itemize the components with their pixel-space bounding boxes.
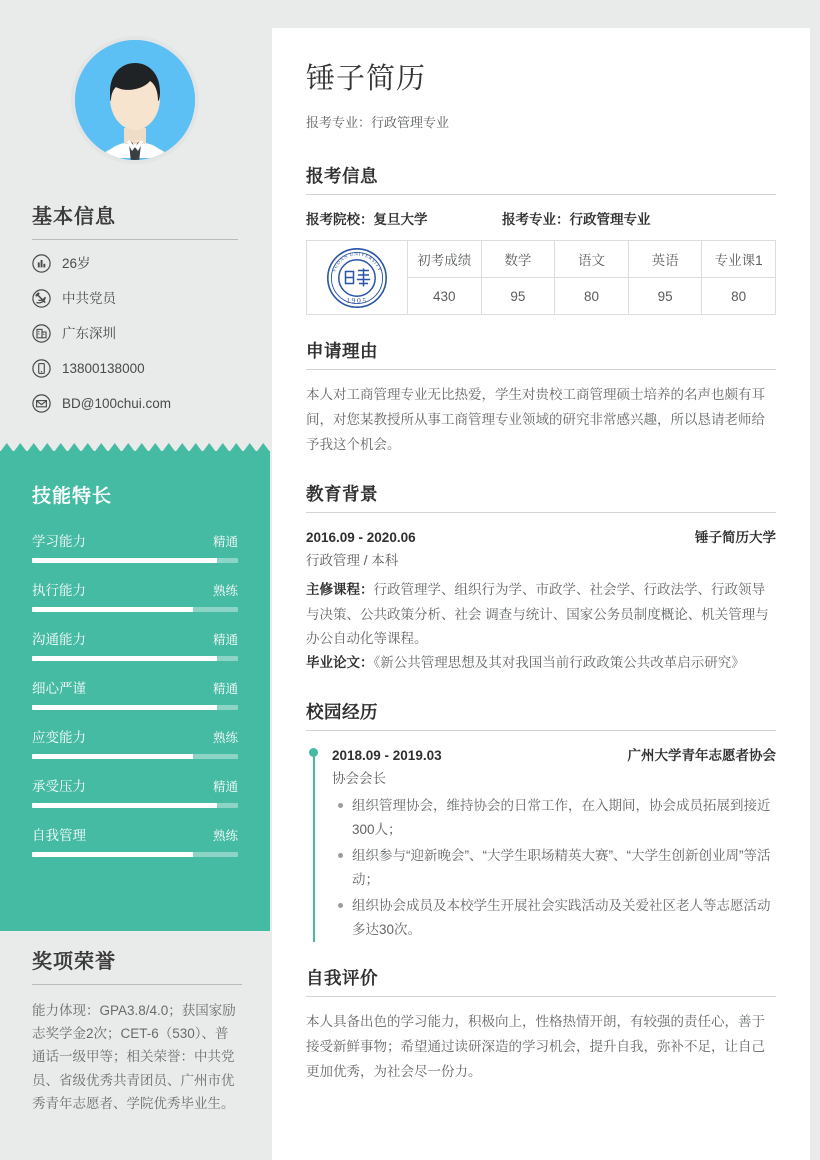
skill-name: 承受压力 (32, 779, 86, 794)
thesis-label: 毕业论文： (306, 655, 374, 671)
apply-info-row (306, 208, 776, 228)
skill-level: 精通 (212, 535, 238, 549)
table-value-cell: 95 (481, 278, 555, 315)
skills-title: 技能特长 (32, 486, 113, 507)
courses-text: 行政管理学、组织行为学、市政学、社会学、行政法学、行政领导与决策、公共政策分析、社会 调查与统计、国家公务员制度概论、机关管理与办公自动化等课程。 (306, 582, 769, 646)
page-title: 锤子简历 (306, 63, 427, 95)
fudan-university-seal-icon (307, 241, 408, 315)
table-header-cell: 数学 (481, 241, 555, 278)
skill-name: 执行能力 (32, 583, 86, 598)
education-courses (306, 578, 776, 651)
section-education (306, 484, 776, 675)
skill-level: 精通 (212, 633, 238, 647)
section-title: 自我评价 (306, 967, 378, 988)
sawtooth-edge-decoration (0, 442, 270, 452)
section-title: 申请理由 (306, 341, 378, 362)
campus-header (332, 744, 776, 764)
table-value-cell: 80 (702, 278, 776, 315)
campus-org: 广州大学青年志愿者协会 (627, 747, 776, 763)
skill-progress-track (32, 852, 238, 857)
skill-progress-fill (32, 754, 193, 759)
skill-name: 沟通能力 (32, 632, 86, 647)
bar-chart-icon (32, 254, 51, 273)
awards-section (32, 950, 242, 1115)
list-item: 组织协会成员及本校学生开展社会实践活动及关爱社区老人等志愿活动多达30次。 (352, 894, 776, 942)
info-value: 13800138000 (62, 360, 145, 376)
skill-progress-fill (32, 852, 193, 857)
basic-info-list (32, 254, 238, 413)
avatar-image (75, 40, 195, 160)
skill-progress-track (32, 656, 238, 661)
section-apply-reason (306, 341, 776, 458)
info-value: 中共党员 (62, 290, 116, 306)
divider (32, 239, 238, 240)
person-avatar-icon (75, 40, 195, 160)
divider (306, 996, 776, 997)
skill-item (32, 628, 238, 661)
table-value-cell: 430 (408, 278, 482, 315)
skill-name: 学习能力 (32, 534, 86, 549)
section-apply-info (306, 166, 776, 315)
apply-school: 报考院校：复旦大学 (306, 212, 428, 228)
skill-name: 自我管理 (32, 828, 86, 843)
table-header-cell: 英语 (628, 241, 702, 278)
basic-info-section (32, 205, 238, 429)
skill-item (32, 775, 238, 808)
skill-name: 应变能力 (32, 730, 86, 745)
courses-label: 主修课程： (306, 582, 374, 598)
score-table (306, 240, 776, 315)
table-header-cell: 语文 (555, 241, 629, 278)
info-item-party (32, 289, 238, 308)
table-value-cell: 80 (555, 278, 629, 315)
info-item-email (32, 394, 238, 413)
svg-text:1905: 1905 (346, 296, 368, 306)
section-title: 校园经历 (306, 701, 378, 722)
campus-role: 协会会长 (332, 770, 386, 786)
skill-level: 精通 (212, 682, 238, 696)
education-major: 行政管理 / 本科 (306, 553, 399, 569)
avatar (71, 36, 199, 164)
skill-level: 熟练 (212, 829, 238, 843)
table-header-cell: 专业课1 (702, 241, 776, 278)
envelope-icon (32, 394, 51, 413)
section-self-evaluation (306, 968, 776, 1085)
skill-level: 熟练 (212, 731, 238, 745)
building-icon (32, 324, 51, 343)
divider (306, 369, 776, 370)
skill-progress-track (32, 607, 238, 612)
section-title: 报考信息 (306, 166, 378, 187)
info-item-location (32, 324, 238, 343)
phone-icon (32, 359, 51, 378)
skill-progress-fill (32, 705, 217, 710)
skill-item (32, 677, 238, 710)
divider (306, 730, 776, 731)
thesis-text: 《新公共管理思想及其对我国当前行政政策公共改革启示研究》 (373, 655, 745, 671)
divider (306, 194, 776, 195)
timeline-dot (309, 748, 318, 757)
hammer-sickle-icon (32, 289, 51, 308)
skill-progress-track (32, 558, 238, 563)
table-row (307, 241, 776, 278)
skill-level: 熟练 (212, 584, 238, 598)
education-period: 2016.09 - 2020.06 (306, 530, 416, 546)
skill-name: 细心严谨 (32, 681, 86, 696)
education-school: 锤子简历大学 (695, 530, 776, 546)
skill-item (32, 530, 238, 563)
list-item: 组织参与“迎新晚会”、“大学生职场精英大赛”、“大学生创新创业周”等活动； (352, 844, 776, 892)
skill-level: 精通 (212, 780, 238, 794)
divider (32, 984, 242, 985)
page-subtitle: 报考专业：行政管理专业 (306, 114, 450, 130)
table-value-cell: 95 (628, 278, 702, 315)
section-title: 教育背景 (306, 484, 378, 505)
awards-title: 奖项荣誉 (32, 951, 116, 973)
skill-progress-fill (32, 656, 217, 661)
skill-item (32, 726, 238, 759)
education-header (306, 526, 776, 546)
basic-info-title: 基本信息 (32, 206, 116, 228)
info-value: 广东深圳 (62, 325, 116, 341)
skill-progress-track (32, 705, 238, 710)
self-evaluation-text: 本人具备出色的学习能力，积极向上，性格热情开朗，有较强的责任心，善于接受新鲜事物；希望通过读研深造的学习机会，提升自我，弥补不足，让自己更加优秀，为社会尽一份力。 (306, 1013, 765, 1079)
list-item: 组织管理协会，维持协会的日常工作，在入期间，协会成员拓展到接近300人； (352, 794, 776, 842)
timeline (306, 744, 776, 942)
skill-progress-fill (32, 803, 217, 808)
sidebar (0, 0, 270, 1160)
skill-item (32, 579, 238, 612)
svg-text:FUDAN UNIVERSITY: FUDAN UNIVERSITY (331, 251, 383, 273)
divider (306, 512, 776, 513)
awards-text: 能力体现：GPA3.8/4.0；获国家励志奖学金2次；CET-6（530）、普通话一级甲等；相关荣誉：中共党员、省级优秀共青团员、广州市优秀青年志愿者、学院优秀毕业生。 (32, 1003, 236, 1111)
info-value: 26岁 (62, 255, 91, 271)
skill-progress-fill (32, 607, 193, 612)
education-thesis (306, 651, 776, 675)
skills-panel (0, 451, 270, 931)
skill-progress-fill (32, 558, 217, 563)
info-item-phone (32, 359, 238, 378)
apply-major: 报考专业：行政管理专业 (502, 212, 651, 228)
campus-period: 2018.09 - 2019.03 (332, 747, 442, 763)
table-header-cell: 初考成绩 (408, 241, 482, 278)
timeline-line (313, 751, 315, 942)
main-content (272, 28, 810, 1160)
info-item-age (32, 254, 238, 273)
info-value: BD@100chui.com (62, 395, 172, 411)
skills-list (32, 481, 238, 873)
skill-progress-track (32, 803, 238, 808)
campus-bullet-list (332, 794, 776, 942)
apply-reason-text: 本人对工商管理专业无比热爱，学生对贵校工商管理硕士培养的名声也颇有耳间，对您某教授所从事工商管理专业领域的研究非常感兴趣，所以恳请老师给予我这个机会。 (306, 387, 765, 453)
skill-progress-track (32, 754, 238, 759)
skill-item (32, 824, 238, 857)
section-campus-experience (306, 702, 776, 942)
